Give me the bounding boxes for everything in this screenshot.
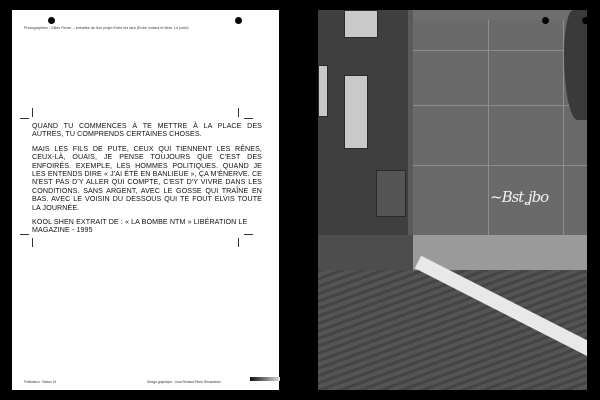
photo-credit-caption: Photographies : Gilles Fiever – extraites de leur projet Entre les lacs (Entre voisins et Berk, Le point)	[24, 26, 189, 30]
crop-mark	[20, 118, 29, 119]
right-page-photo	[318, 10, 587, 390]
building-edge	[408, 10, 413, 250]
crop-mark	[32, 238, 33, 247]
crop-mark	[244, 118, 253, 119]
quote-attribution: KOOL SHEN EXTRAIT DE : « LA BOMBE NTM » LIBÉRATION LE MAGAZINE - 1995	[32, 218, 248, 235]
crop-mark	[238, 108, 239, 117]
quote-body	[32, 122, 262, 235]
left-page	[12, 10, 279, 390]
quote-paragraph-1: QUAND TU COMMENCES À TE METTRE À LA PLACE DES AUTRES, TU COMPRENDS CERTAINES CHOSES.	[32, 122, 262, 139]
crop-mark	[238, 238, 239, 247]
grayscale-swatch	[250, 377, 280, 381]
binder-hole	[582, 17, 587, 24]
panel-line	[488, 20, 489, 235]
crop-mark	[32, 108, 33, 117]
window	[344, 10, 378, 38]
panel-line	[413, 50, 587, 51]
window	[318, 65, 328, 117]
panel-line	[413, 165, 587, 166]
crop-mark	[20, 234, 29, 235]
binder-hole	[542, 17, 549, 24]
footer-publication: Publication : Saison 01	[24, 380, 57, 384]
footer-design-credit: Design graphique : Lena Renaud Pierre Renaudeau	[147, 380, 221, 384]
graffiti: ~Bst ʝbo	[490, 188, 549, 206]
quote-paragraph-2: MAIS LES FILS DE PUTE, CEUX QUI TIENNENT LES RÊNES, CEUX-LÀ, OUAIS, JE PENSE TOUJOURS QUE C'EST DES ENFOIRÉS. EXEMPLE, LES HOMMES POLITIQUES. QUAND JE LES ENTENDS DIRE « J'AI ÉTÉ EN BANLIEUE », ÇA M'ÉNERVE. CE N'EST PAS D'Y ALLER QUI COMPTE, C'EST D'Y VIVRE DANS LES CONDITIONS. SANS ARGENT, AVEC LE GOSSE QUI TRAÎNE EN BAS. AVEC LE VOISIN DU DESSOUS QUI TE FOUT ELVIS TOUTE LA JOURNÉE.	[32, 144, 262, 212]
binder-hole	[48, 17, 55, 24]
binder-hole	[235, 17, 242, 24]
panel-line	[413, 105, 587, 106]
window	[344, 75, 368, 149]
window	[376, 170, 406, 217]
